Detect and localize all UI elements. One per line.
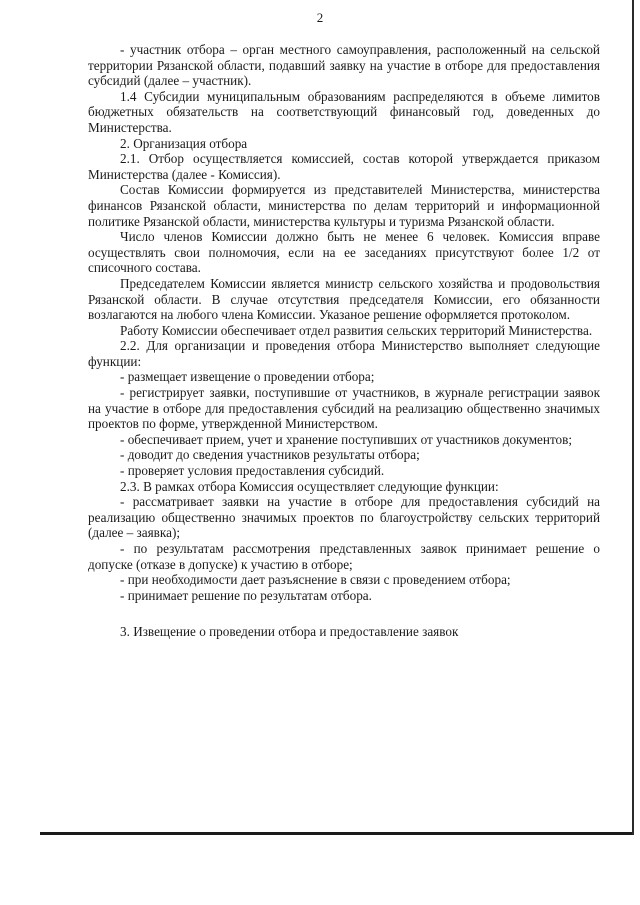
paragraph: 2.1. Отбор осуществляется комиссией, состав которой утверждается приказом Министерства (далее - Комиссия). bbox=[88, 151, 600, 182]
paragraph: 1.4 Субсидии муниципальным образованиям распределяются в объеме лимитов бюджетных обязательств на соответствующий финансовый год, доведенных до Министерства. bbox=[88, 88, 600, 135]
paragraph: Состав Комиссии формируется из представителей Министерства, министерства финансов Рязанской области, министерства по делам территорий и информационной политике Рязанской области, министерства культуры и туризма Рязанской области. bbox=[88, 182, 600, 229]
list-item: - по результатам рассмотрения представленных заявок принимает решение о допуске (отказе в допуске) к участию в отборе; bbox=[88, 541, 600, 572]
list-item: - при необходимости дает разъяснение в связи с проведением отбора; bbox=[120, 572, 511, 588]
paragraph: - участник отбора – орган местного самоуправления, расположенный на сельской территории Рязанской области, подавший заявку на участие в отборе для предоставления субсидий (далее – участник). bbox=[88, 42, 600, 89]
paragraph: Работу Комиссии обеспечивает отдел развития сельских территорий Министерства. bbox=[120, 322, 593, 338]
list-item: - доводит до сведения участников результаты отбора; bbox=[120, 447, 420, 463]
list-item: - рассматривает заявки на участие в отборе для предоставления субсидий на реализацию общественно значимых проектов по благоустройству сельских территорий (далее – заявка); bbox=[88, 494, 600, 541]
scan-edge-line bbox=[632, 0, 634, 835]
section-heading: 3. Извещение о проведении отбора и предоставление заявок bbox=[120, 624, 459, 640]
document-body bbox=[88, 42, 600, 640]
paragraph: Председателем Комиссии является министр сельского хозяйства и продовольствия Рязанской области. В случае отсутствия председателя Комиссии, его обязанности возлагаются на любого члена Комиссии. Указаное решение оформляется протоколом. bbox=[88, 275, 600, 323]
page-number: 2 bbox=[316, 10, 324, 25]
list-item: - принимает решение по результатам отбора. bbox=[120, 587, 372, 603]
list-item: - регистрирует заявки, поступившие от участников, в журнале регистрации заявок на участие в отборе для предоставления субсидий на реализацию общественно значимых проектов по форме, утвержденной Министерством. bbox=[88, 385, 600, 432]
paragraph: 2.2. Для организации и проведения отбора Министерство выполняет следующие функции: bbox=[88, 338, 600, 369]
section-heading: 2. Организация отбора bbox=[120, 135, 248, 151]
list-item: - размещает извещение о проведении отбора; bbox=[120, 369, 375, 385]
scan-bottom-line bbox=[40, 832, 632, 835]
list-item: - проверяет условия предоставления субсидий. bbox=[120, 463, 385, 479]
paragraph: Число членов Комиссии должно быть не менее 6 человек. Комиссия вправе осуществлять свои полномочия, если на ее заседаниях присутствуют более 1/2 от списочного состава. bbox=[88, 229, 600, 276]
paragraph: 2.3. В рамках отбора Комиссия осуществляет следующие функции: bbox=[120, 478, 499, 494]
list-item: - обеспечивает прием, учет и хранение поступивших от участников документов; bbox=[120, 431, 573, 447]
